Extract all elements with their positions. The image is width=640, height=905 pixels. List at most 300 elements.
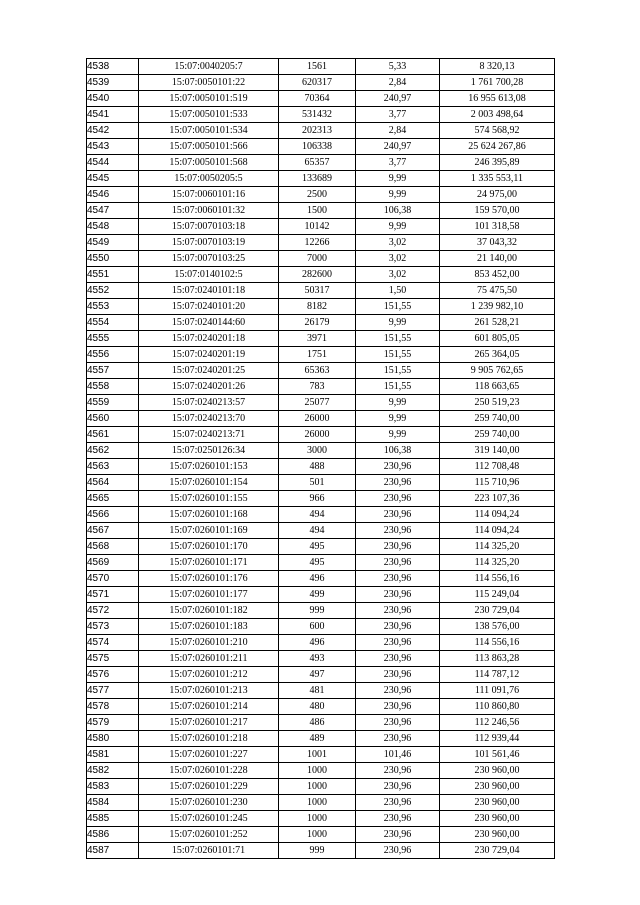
area-value: 12266 — [279, 235, 356, 251]
cadastral-value: 574 568,92 — [440, 123, 555, 139]
table-row — [87, 619, 555, 635]
row-number: 4576 — [87, 667, 139, 683]
cadastral-number: 15:07:0260101:227 — [139, 747, 279, 763]
rate-value: 151,55 — [356, 347, 440, 363]
rate-value: 230,96 — [356, 651, 440, 667]
rate-value: 230,96 — [356, 779, 440, 795]
cadastral-value: 114 556,16 — [440, 635, 555, 651]
table-row — [87, 139, 555, 155]
area-value: 488 — [279, 459, 356, 475]
area-value: 999 — [279, 843, 356, 859]
table-row — [87, 91, 555, 107]
rate-value: 230,96 — [356, 523, 440, 539]
rate-value: 2,84 — [356, 123, 440, 139]
row-number: 4564 — [87, 475, 139, 491]
table-row — [87, 315, 555, 331]
table-row — [87, 827, 555, 843]
table-row — [87, 443, 555, 459]
cadastral-number: 15:07:0240213:57 — [139, 395, 279, 411]
cadastral-value: 265 364,05 — [440, 347, 555, 363]
area-value: 493 — [279, 651, 356, 667]
cadastral-number: 15:07:0260101:210 — [139, 635, 279, 651]
cadastral-number: 15:07:0260101:170 — [139, 539, 279, 555]
rate-value: 240,97 — [356, 91, 440, 107]
cadastral-value: 114 325,20 — [440, 555, 555, 571]
table-row — [87, 219, 555, 235]
table-row — [87, 491, 555, 507]
area-value: 495 — [279, 555, 356, 571]
table-row — [87, 187, 555, 203]
rate-value: 230,96 — [356, 763, 440, 779]
row-number: 4569 — [87, 555, 139, 571]
cadastral-value: 8 320,13 — [440, 59, 555, 75]
area-value: 531432 — [279, 107, 356, 123]
rate-value: 230,96 — [356, 731, 440, 747]
rate-value: 230,96 — [356, 491, 440, 507]
cadastral-number: 15:07:0060101:32 — [139, 203, 279, 219]
cadastral-value: 112 939,44 — [440, 731, 555, 747]
table-row — [87, 571, 555, 587]
rate-value: 101,46 — [356, 747, 440, 763]
table-row — [87, 379, 555, 395]
table-row — [87, 603, 555, 619]
table-row — [87, 155, 555, 171]
cadastral-number: 15:07:0050101:533 — [139, 107, 279, 123]
rate-value: 230,96 — [356, 715, 440, 731]
row-number: 4557 — [87, 363, 139, 379]
rate-value: 230,96 — [356, 699, 440, 715]
cadastral-value: 601 805,05 — [440, 331, 555, 347]
rate-value: 2,84 — [356, 75, 440, 91]
cadastral-value: 115 249,04 — [440, 587, 555, 603]
row-number: 4586 — [87, 827, 139, 843]
rate-value: 5,33 — [356, 59, 440, 75]
area-value: 1000 — [279, 795, 356, 811]
row-number: 4539 — [87, 75, 139, 91]
area-value: 1751 — [279, 347, 356, 363]
row-number: 4556 — [87, 347, 139, 363]
row-number: 4560 — [87, 411, 139, 427]
row-number: 4552 — [87, 283, 139, 299]
cadastral-number: 15:07:0070103:19 — [139, 235, 279, 251]
cadastral-number: 15:07:0240101:20 — [139, 299, 279, 315]
area-value: 1000 — [279, 827, 356, 843]
rate-value: 230,96 — [356, 827, 440, 843]
table-body — [87, 59, 555, 859]
cadastral-value: 230 960,00 — [440, 827, 555, 843]
row-number: 4561 — [87, 427, 139, 443]
cadastral-value: 223 107,36 — [440, 491, 555, 507]
cadastral-value: 230 960,00 — [440, 763, 555, 779]
rate-value: 3,02 — [356, 235, 440, 251]
rate-value: 230,96 — [356, 603, 440, 619]
rate-value: 106,38 — [356, 443, 440, 459]
cadastral-number: 15:07:0260101:229 — [139, 779, 279, 795]
rate-value: 9,99 — [356, 171, 440, 187]
cadastral-value: 259 740,00 — [440, 427, 555, 443]
rate-value: 230,96 — [356, 459, 440, 475]
area-value: 1000 — [279, 763, 356, 779]
row-number: 4540 — [87, 91, 139, 107]
row-number: 4546 — [87, 187, 139, 203]
cadastral-number: 15:07:0260101:213 — [139, 683, 279, 699]
cadastral-number: 15:07:0240144:60 — [139, 315, 279, 331]
cadastral-number: 15:07:0240201:19 — [139, 347, 279, 363]
row-number: 4553 — [87, 299, 139, 315]
area-value: 600 — [279, 619, 356, 635]
row-number: 4582 — [87, 763, 139, 779]
area-value: 202313 — [279, 123, 356, 139]
row-number: 4547 — [87, 203, 139, 219]
row-number: 4559 — [87, 395, 139, 411]
cadastral-number: 15:07:0240213:70 — [139, 411, 279, 427]
rate-value: 230,96 — [356, 843, 440, 859]
cadastral-number: 15:07:0260101:171 — [139, 555, 279, 571]
area-value: 486 — [279, 715, 356, 731]
area-value: 1561 — [279, 59, 356, 75]
area-value: 499 — [279, 587, 356, 603]
row-number: 4566 — [87, 507, 139, 523]
cadastral-number: 15:07:0260101:154 — [139, 475, 279, 491]
cadastral-value: 114 325,20 — [440, 539, 555, 555]
row-number: 4572 — [87, 603, 139, 619]
cadastral-value: 111 091,76 — [440, 683, 555, 699]
cadastral-value: 230 729,04 — [440, 843, 555, 859]
cadastral-value: 1 335 553,11 — [440, 171, 555, 187]
table-row — [87, 123, 555, 139]
cadastral-value: 2 003 498,64 — [440, 107, 555, 123]
cadastral-number: 15:07:0260101:245 — [139, 811, 279, 827]
cadastral-number: 15:07:0260101:252 — [139, 827, 279, 843]
cadastral-value: 16 955 613,08 — [440, 91, 555, 107]
area-value: 966 — [279, 491, 356, 507]
cadastral-number: 15:07:0050101:568 — [139, 155, 279, 171]
rate-value: 230,96 — [356, 475, 440, 491]
cadastral-number: 15:07:0260101:214 — [139, 699, 279, 715]
rate-value: 9,99 — [356, 315, 440, 331]
table-row — [87, 651, 555, 667]
row-number: 4541 — [87, 107, 139, 123]
cadastral-number: 15:07:0260101:177 — [139, 587, 279, 603]
cadastral-number: 15:07:0140102:5 — [139, 267, 279, 283]
cadastral-value: 101 318,58 — [440, 219, 555, 235]
table-row — [87, 395, 555, 411]
area-value: 26000 — [279, 427, 356, 443]
rate-value: 230,96 — [356, 683, 440, 699]
row-number: 4555 — [87, 331, 139, 347]
rate-value: 151,55 — [356, 379, 440, 395]
area-value: 10142 — [279, 219, 356, 235]
cadastral-value: 138 576,00 — [440, 619, 555, 635]
cadastral-value: 118 663,65 — [440, 379, 555, 395]
rate-value: 9,99 — [356, 427, 440, 443]
area-value: 3971 — [279, 331, 356, 347]
cadastral-value: 230 960,00 — [440, 811, 555, 827]
row-number: 4584 — [87, 795, 139, 811]
area-value: 1000 — [279, 779, 356, 795]
row-number: 4583 — [87, 779, 139, 795]
cadastral-value: 115 710,96 — [440, 475, 555, 491]
row-number: 4570 — [87, 571, 139, 587]
table-row — [87, 667, 555, 683]
cadastral-number: 15:07:0070103:18 — [139, 219, 279, 235]
cadastral-value: 230 960,00 — [440, 795, 555, 811]
table-row — [87, 411, 555, 427]
table-row — [87, 635, 555, 651]
cadastral-value: 259 740,00 — [440, 411, 555, 427]
table-row — [87, 459, 555, 475]
rate-value: 1,50 — [356, 283, 440, 299]
rate-value: 230,96 — [356, 539, 440, 555]
cadastral-number: 15:07:0260101:211 — [139, 651, 279, 667]
row-number: 4577 — [87, 683, 139, 699]
area-value: 496 — [279, 571, 356, 587]
cadastral-number: 15:07:0260101:168 — [139, 507, 279, 523]
rate-value: 3,77 — [356, 155, 440, 171]
area-value: 495 — [279, 539, 356, 555]
row-number: 4585 — [87, 811, 139, 827]
cadastral-value: 113 863,28 — [440, 651, 555, 667]
area-value: 1500 — [279, 203, 356, 219]
row-number: 4554 — [87, 315, 139, 331]
area-value: 65357 — [279, 155, 356, 171]
rate-value: 151,55 — [356, 331, 440, 347]
cadastral-number: 15:07:0260101:218 — [139, 731, 279, 747]
table-row — [87, 427, 555, 443]
rate-value: 240,97 — [356, 139, 440, 155]
cadastral-number: 15:07:0060101:16 — [139, 187, 279, 203]
cadastral-value-table — [86, 58, 555, 859]
area-value: 620317 — [279, 75, 356, 91]
table-row — [87, 763, 555, 779]
cadastral-value: 1 761 700,28 — [440, 75, 555, 91]
rate-value: 3,02 — [356, 251, 440, 267]
table-row — [87, 795, 555, 811]
table-row — [87, 507, 555, 523]
area-value: 497 — [279, 667, 356, 683]
cadastral-value: 24 975,00 — [440, 187, 555, 203]
cadastral-value: 246 395,89 — [440, 155, 555, 171]
area-value: 1000 — [279, 811, 356, 827]
table-row — [87, 171, 555, 187]
cadastral-value: 250 519,23 — [440, 395, 555, 411]
table-row — [87, 779, 555, 795]
rate-value: 230,96 — [356, 811, 440, 827]
rate-value: 3,77 — [356, 107, 440, 123]
rate-value: 230,96 — [356, 555, 440, 571]
table-row — [87, 331, 555, 347]
table-row — [87, 699, 555, 715]
row-number: 4542 — [87, 123, 139, 139]
table-row — [87, 587, 555, 603]
table-row — [87, 811, 555, 827]
row-number: 4565 — [87, 491, 139, 507]
cadastral-value: 114 787,12 — [440, 667, 555, 683]
row-number: 4558 — [87, 379, 139, 395]
table-row — [87, 107, 555, 123]
area-value: 3000 — [279, 443, 356, 459]
row-number: 4544 — [87, 155, 139, 171]
cadastral-number: 15:07:0050205:5 — [139, 171, 279, 187]
cadastral-value: 9 905 762,65 — [440, 363, 555, 379]
area-value: 489 — [279, 731, 356, 747]
rate-value: 230,96 — [356, 635, 440, 651]
area-value: 70364 — [279, 91, 356, 107]
row-number: 4548 — [87, 219, 139, 235]
rate-value: 9,99 — [356, 187, 440, 203]
row-number: 4573 — [87, 619, 139, 635]
cadastral-number: 15:07:0240201:25 — [139, 363, 279, 379]
row-number: 4580 — [87, 731, 139, 747]
row-number: 4550 — [87, 251, 139, 267]
area-value: 65363 — [279, 363, 356, 379]
row-number: 4563 — [87, 459, 139, 475]
rate-value: 230,96 — [356, 587, 440, 603]
row-number: 4551 — [87, 267, 139, 283]
table-row — [87, 203, 555, 219]
cadastral-value: 21 140,00 — [440, 251, 555, 267]
cadastral-value: 230 729,04 — [440, 603, 555, 619]
cadastral-value: 112 246,56 — [440, 715, 555, 731]
cadastral-number: 15:07:0260101:176 — [139, 571, 279, 587]
table-row — [87, 235, 555, 251]
rate-value: 9,99 — [356, 411, 440, 427]
cadastral-value: 114 094,24 — [440, 507, 555, 523]
table-row — [87, 731, 555, 747]
table-row — [87, 299, 555, 315]
row-number: 4549 — [87, 235, 139, 251]
table-row — [87, 475, 555, 491]
row-number: 4538 — [87, 59, 139, 75]
cadastral-value: 37 043,32 — [440, 235, 555, 251]
cadastral-value: 75 475,50 — [440, 283, 555, 299]
rate-value: 230,96 — [356, 571, 440, 587]
cadastral-number: 15:07:0260101:182 — [139, 603, 279, 619]
row-number: 4574 — [87, 635, 139, 651]
cadastral-value: 110 860,80 — [440, 699, 555, 715]
cadastral-number: 15:07:0050101:534 — [139, 123, 279, 139]
rate-value: 151,55 — [356, 299, 440, 315]
cadastral-value: 114 094,24 — [440, 523, 555, 539]
area-value: 50317 — [279, 283, 356, 299]
area-value: 7000 — [279, 251, 356, 267]
cadastral-number: 15:07:0260101:228 — [139, 763, 279, 779]
rate-value: 106,38 — [356, 203, 440, 219]
cadastral-number: 15:07:0050101:519 — [139, 91, 279, 107]
area-value: 999 — [279, 603, 356, 619]
row-number: 4587 — [87, 843, 139, 859]
table-row — [87, 747, 555, 763]
area-value: 2500 — [279, 187, 356, 203]
row-number: 4571 — [87, 587, 139, 603]
area-value: 494 — [279, 523, 356, 539]
table-row — [87, 363, 555, 379]
cadastral-number: 15:07:0240201:18 — [139, 331, 279, 347]
row-number: 4562 — [87, 443, 139, 459]
area-value: 1001 — [279, 747, 356, 763]
area-value: 26179 — [279, 315, 356, 331]
table-row — [87, 251, 555, 267]
cadastral-number: 15:07:0260101:153 — [139, 459, 279, 475]
table-row — [87, 59, 555, 75]
rate-value: 230,96 — [356, 507, 440, 523]
area-value: 282600 — [279, 267, 356, 283]
rate-value: 230,96 — [356, 667, 440, 683]
cadastral-number: 15:07:0240201:26 — [139, 379, 279, 395]
row-number: 4545 — [87, 171, 139, 187]
cadastral-value: 261 528,21 — [440, 315, 555, 331]
rate-value: 230,96 — [356, 619, 440, 635]
table-row — [87, 715, 555, 731]
area-value: 494 — [279, 507, 356, 523]
area-value: 133689 — [279, 171, 356, 187]
cadastral-value: 1 239 982,10 — [440, 299, 555, 315]
cadastral-value: 114 556,16 — [440, 571, 555, 587]
row-number: 4579 — [87, 715, 139, 731]
cadastral-number: 15:07:0050101:566 — [139, 139, 279, 155]
cadastral-number: 15:07:0260101:217 — [139, 715, 279, 731]
table-row — [87, 523, 555, 539]
cadastral-value: 112 708,48 — [440, 459, 555, 475]
cadastral-value: 159 570,00 — [440, 203, 555, 219]
cadastral-number: 15:07:0260101:169 — [139, 523, 279, 539]
cadastral-value: 230 960,00 — [440, 779, 555, 795]
cadastral-number: 15:07:0240101:18 — [139, 283, 279, 299]
cadastral-number: 15:07:0260101:230 — [139, 795, 279, 811]
area-value: 501 — [279, 475, 356, 491]
cadastral-value: 25 624 267,86 — [440, 139, 555, 155]
cadastral-number: 15:07:0240213:71 — [139, 427, 279, 443]
cadastral-number: 15:07:0070103:25 — [139, 251, 279, 267]
row-number: 4581 — [87, 747, 139, 763]
cadastral-number: 15:07:0260101:71 — [139, 843, 279, 859]
area-value: 481 — [279, 683, 356, 699]
row-number: 4543 — [87, 139, 139, 155]
rate-value: 9,99 — [356, 395, 440, 411]
table-row — [87, 539, 555, 555]
area-value: 480 — [279, 699, 356, 715]
area-value: 106338 — [279, 139, 356, 155]
cadastral-number: 15:07:0040205:7 — [139, 59, 279, 75]
area-value: 783 — [279, 379, 356, 395]
area-value: 26000 — [279, 411, 356, 427]
rate-value: 230,96 — [356, 795, 440, 811]
cadastral-number: 15:07:0260101:212 — [139, 667, 279, 683]
cadastral-number: 15:07:0250126:34 — [139, 443, 279, 459]
rate-value: 151,55 — [356, 363, 440, 379]
table-row — [87, 347, 555, 363]
table-row — [87, 843, 555, 859]
rate-value: 9,99 — [356, 219, 440, 235]
row-number: 4575 — [87, 651, 139, 667]
row-number: 4567 — [87, 523, 139, 539]
table-row — [87, 75, 555, 91]
cadastral-number: 15:07:0260101:183 — [139, 619, 279, 635]
rate-value: 3,02 — [356, 267, 440, 283]
area-value: 496 — [279, 635, 356, 651]
table-row — [87, 267, 555, 283]
cadastral-number: 15:07:0050101:22 — [139, 75, 279, 91]
area-value: 25077 — [279, 395, 356, 411]
cadastral-value: 853 452,00 — [440, 267, 555, 283]
row-number: 4568 — [87, 539, 139, 555]
cadastral-value: 319 140,00 — [440, 443, 555, 459]
area-value: 8182 — [279, 299, 356, 315]
table-row — [87, 555, 555, 571]
table-row — [87, 283, 555, 299]
cadastral-value: 101 561,46 — [440, 747, 555, 763]
cadastral-number: 15:07:0260101:155 — [139, 491, 279, 507]
